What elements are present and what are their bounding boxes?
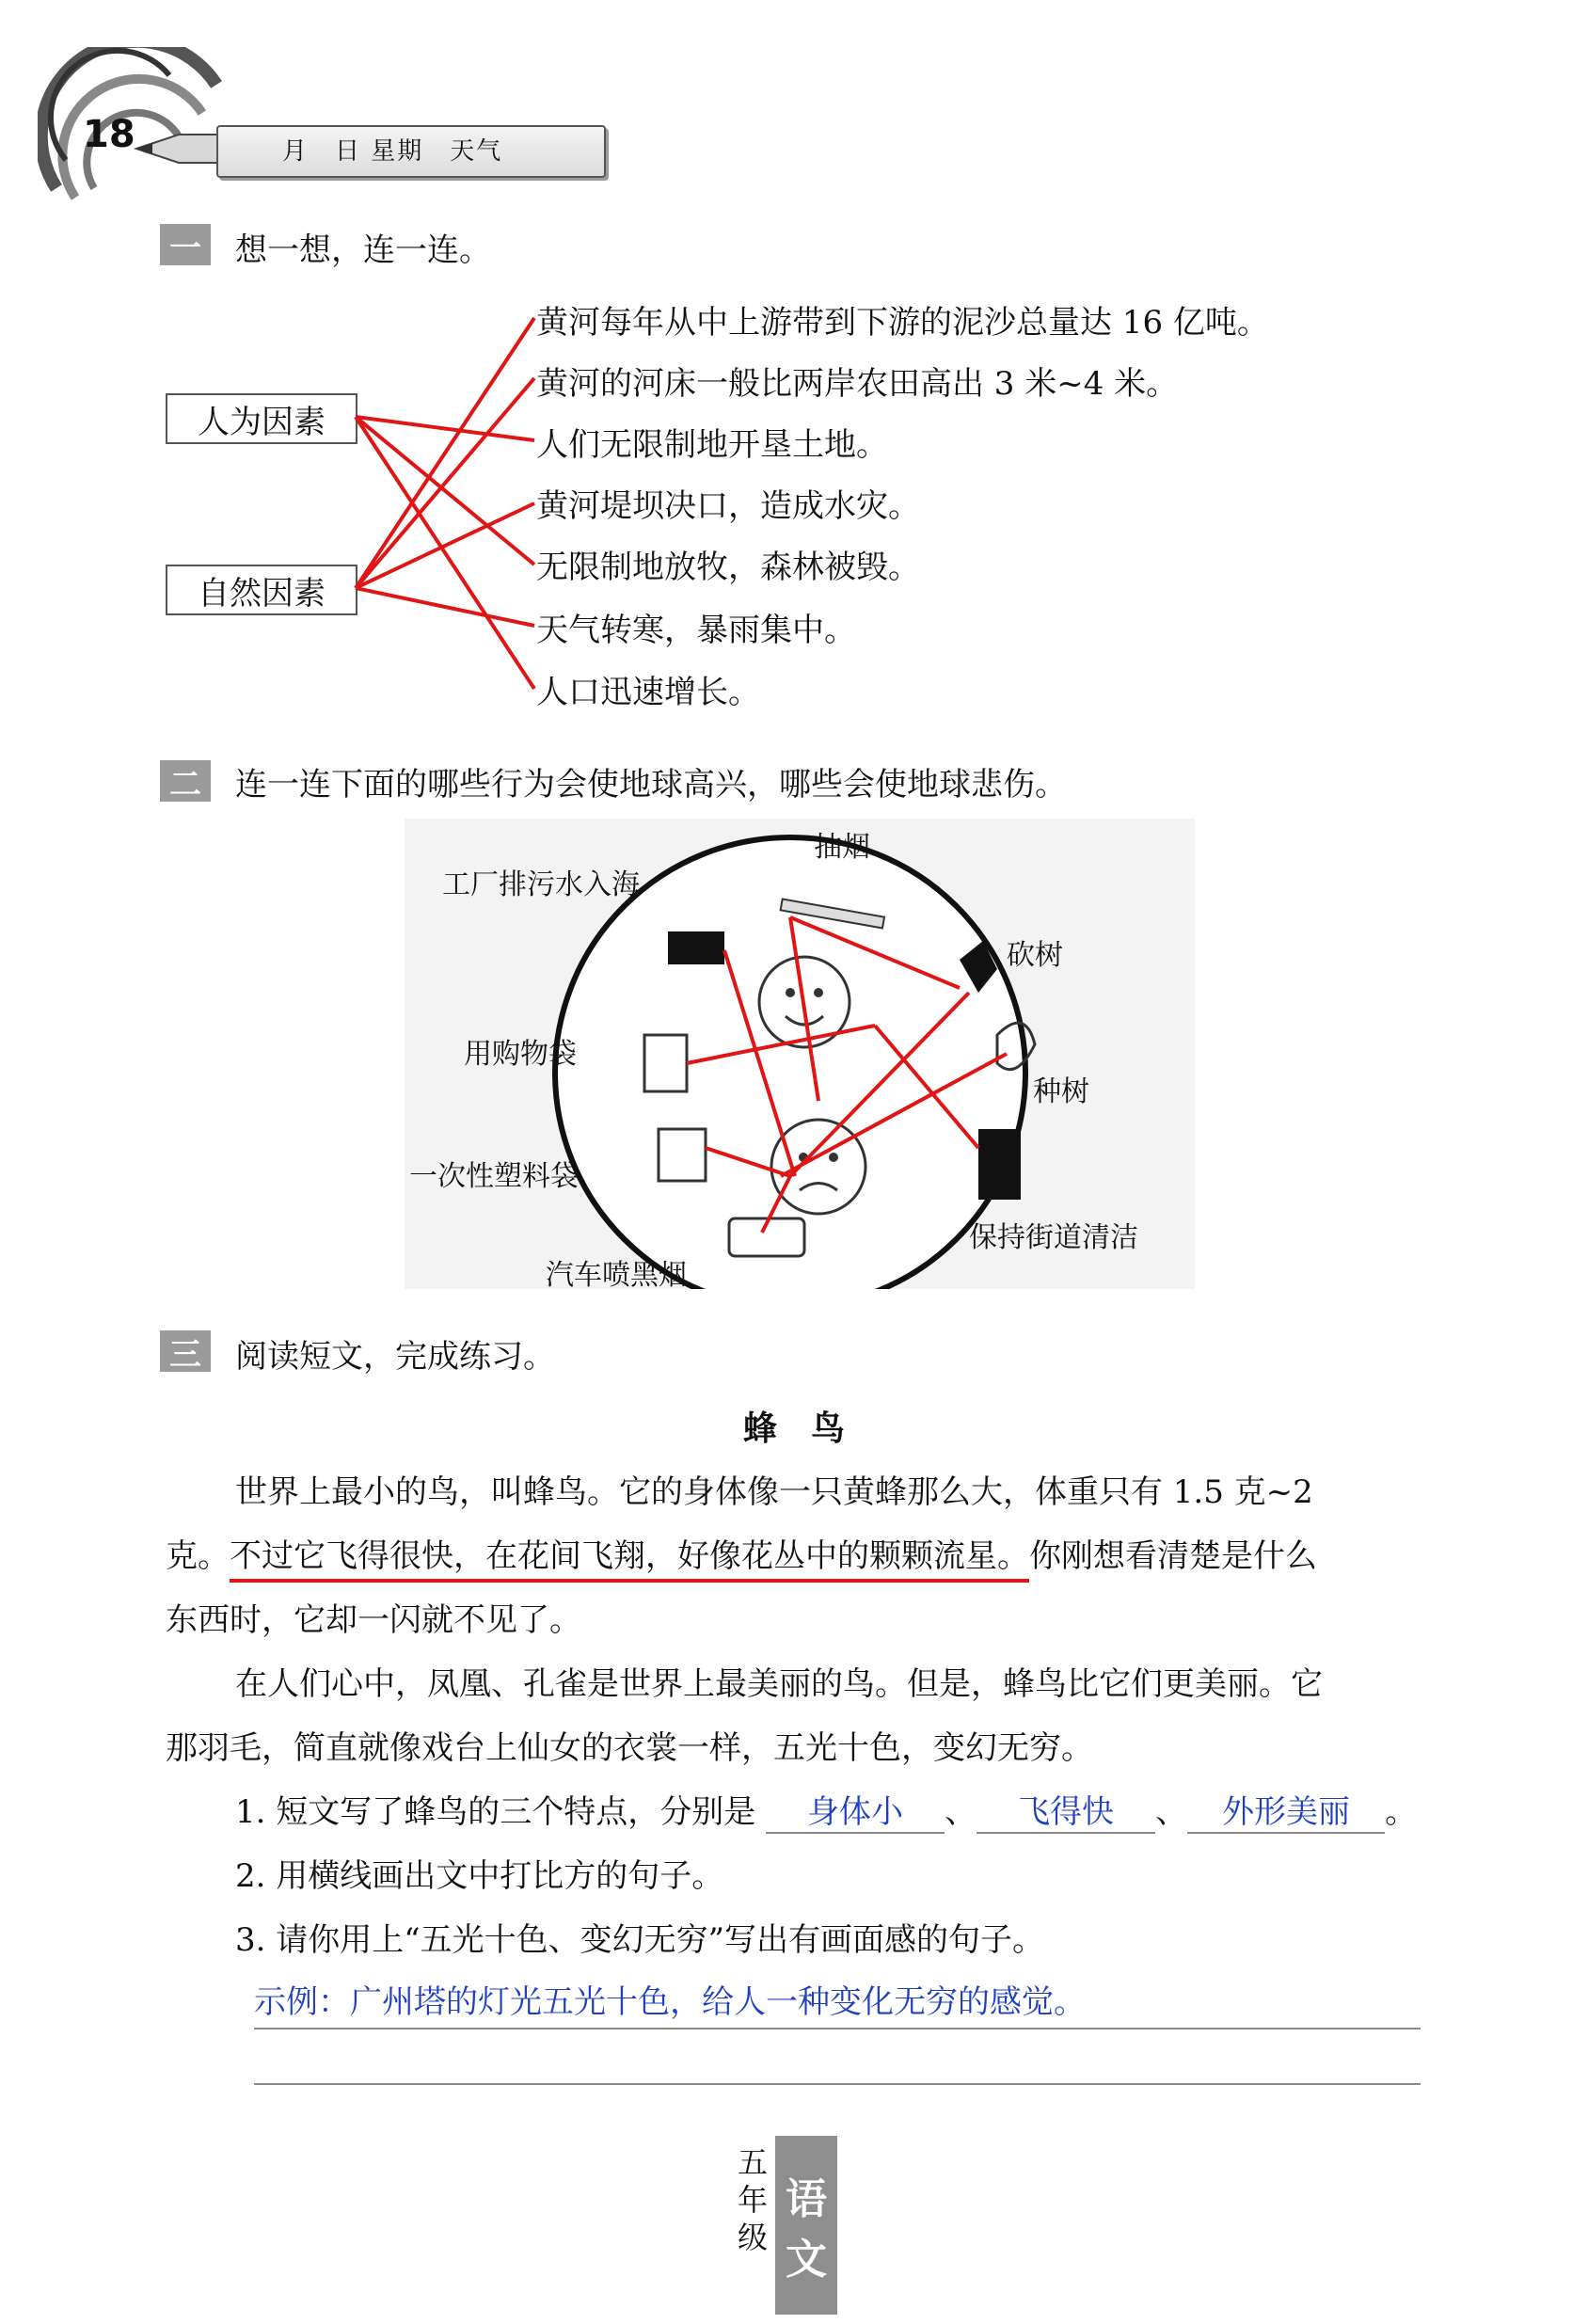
passage-line-2 xyxy=(166,1530,1317,1576)
question-3: 3. 请你用上“五光十色、变幻无穷”写出有画面感的句子。 xyxy=(235,1921,1045,1959)
statement-6: 天气转寒，暴雨集中。 xyxy=(536,612,856,649)
sep-1: 、 xyxy=(945,1793,977,1831)
answer-line-1 xyxy=(254,1976,1421,2030)
subject-badge: 语 文 xyxy=(775,2136,837,2315)
passage-line-2b: 你刚想看清楚是什么 xyxy=(1029,1537,1317,1575)
answer-line-2 xyxy=(254,2083,1421,2085)
label-planting: 种树 xyxy=(1033,1075,1089,1108)
answer-1b: 飞得快 xyxy=(977,1786,1155,1834)
statement-2: 黄河的河床一般比两岸农田高出 3 米~4 米。 xyxy=(536,365,1179,403)
question-1 xyxy=(235,1786,1417,1834)
q1-end: 。 xyxy=(1385,1793,1418,1831)
factory-icon xyxy=(668,931,724,964)
label-plastic-bag: 一次性塑料袋 xyxy=(409,1160,579,1193)
section2-title: 连一连下面的哪些行为会使地球高兴，哪些会使地球悲伤。 xyxy=(235,766,1067,804)
passage-line-5: 那羽毛，简直就像戏台上仙女的衣裳一样，五光十色，变幻无穷。 xyxy=(166,1729,1093,1767)
section3-title: 阅读短文，完成练习。 xyxy=(235,1338,555,1376)
section3-badge: 三 xyxy=(160,1330,211,1372)
label-car-smoke: 汽车喷黑烟 xyxy=(546,1259,687,1292)
question-1-text: 1. 短文写了蜂鸟的三个特点，分别是 xyxy=(235,1793,756,1831)
statement-5: 无限制地放牧，森林被毁。 xyxy=(536,549,920,586)
label-clean-street: 保持街道清洁 xyxy=(969,1221,1138,1254)
answer-3: 示例：广州塔的灯光五光十色，给人一种变化无穷的感觉。 xyxy=(254,1983,1086,2021)
label-factory: 工厂排污水入海 xyxy=(442,868,640,901)
label-shopping-bag: 用购物袋 xyxy=(464,1038,577,1071)
page-number: 18 xyxy=(83,113,135,156)
statement-3: 人们无限制地开垦土地。 xyxy=(536,426,888,464)
section2-badge: 二 xyxy=(160,760,211,802)
statement-7: 人口迅速增长。 xyxy=(536,674,760,711)
factor-natural: 自然因素 xyxy=(166,565,357,615)
matching-lines-1 xyxy=(0,0,1588,753)
label-cutting: 砍树 xyxy=(1007,939,1063,972)
trash-can-icon xyxy=(978,1129,1021,1200)
section1-badge: 一 xyxy=(160,224,211,265)
passage-line-2a: 克。 xyxy=(166,1537,230,1575)
label-smoking: 抽烟 xyxy=(814,831,870,864)
factor-human: 人为因素 xyxy=(166,393,357,444)
section1-title: 想一想，连一连。 xyxy=(235,231,491,269)
date-line: 月 日 星期 天气 xyxy=(282,137,503,166)
passage-line-4: 在人们心中，凤凰、孔雀是世界上最美丽的鸟。但是，蜂鸟比它们更美丽。它 xyxy=(235,1665,1323,1703)
statement-1: 黄河每年从中上游带到下游的泥沙总量达 16 亿吨。 xyxy=(536,304,1269,342)
underlined-metaphor: 不过它飞得很快，在花间飞翔，好像花丛中的颗颗流星。 xyxy=(230,1537,1029,1583)
passage-line-3: 东西时，它却一闪就不见了。 xyxy=(166,1601,581,1639)
sep-2: 、 xyxy=(1155,1793,1188,1831)
passage-line-1: 世界上最小的鸟，叫蜂鸟。它的身体像一只黄蜂那么大，体重只有 1.5 克~2 xyxy=(235,1473,1313,1511)
question-2: 2. 用横线画出文中打比方的句子。 xyxy=(235,1857,724,1895)
answer-1c: 外形美丽 xyxy=(1187,1786,1385,1834)
answer-1a: 身体小 xyxy=(766,1786,945,1834)
passage-title: 蜂 鸟 xyxy=(743,1409,846,1448)
statement-4: 黄河堤坝决口，造成水灾。 xyxy=(536,487,920,525)
grade-label: 五 年 级 xyxy=(737,2144,768,2255)
